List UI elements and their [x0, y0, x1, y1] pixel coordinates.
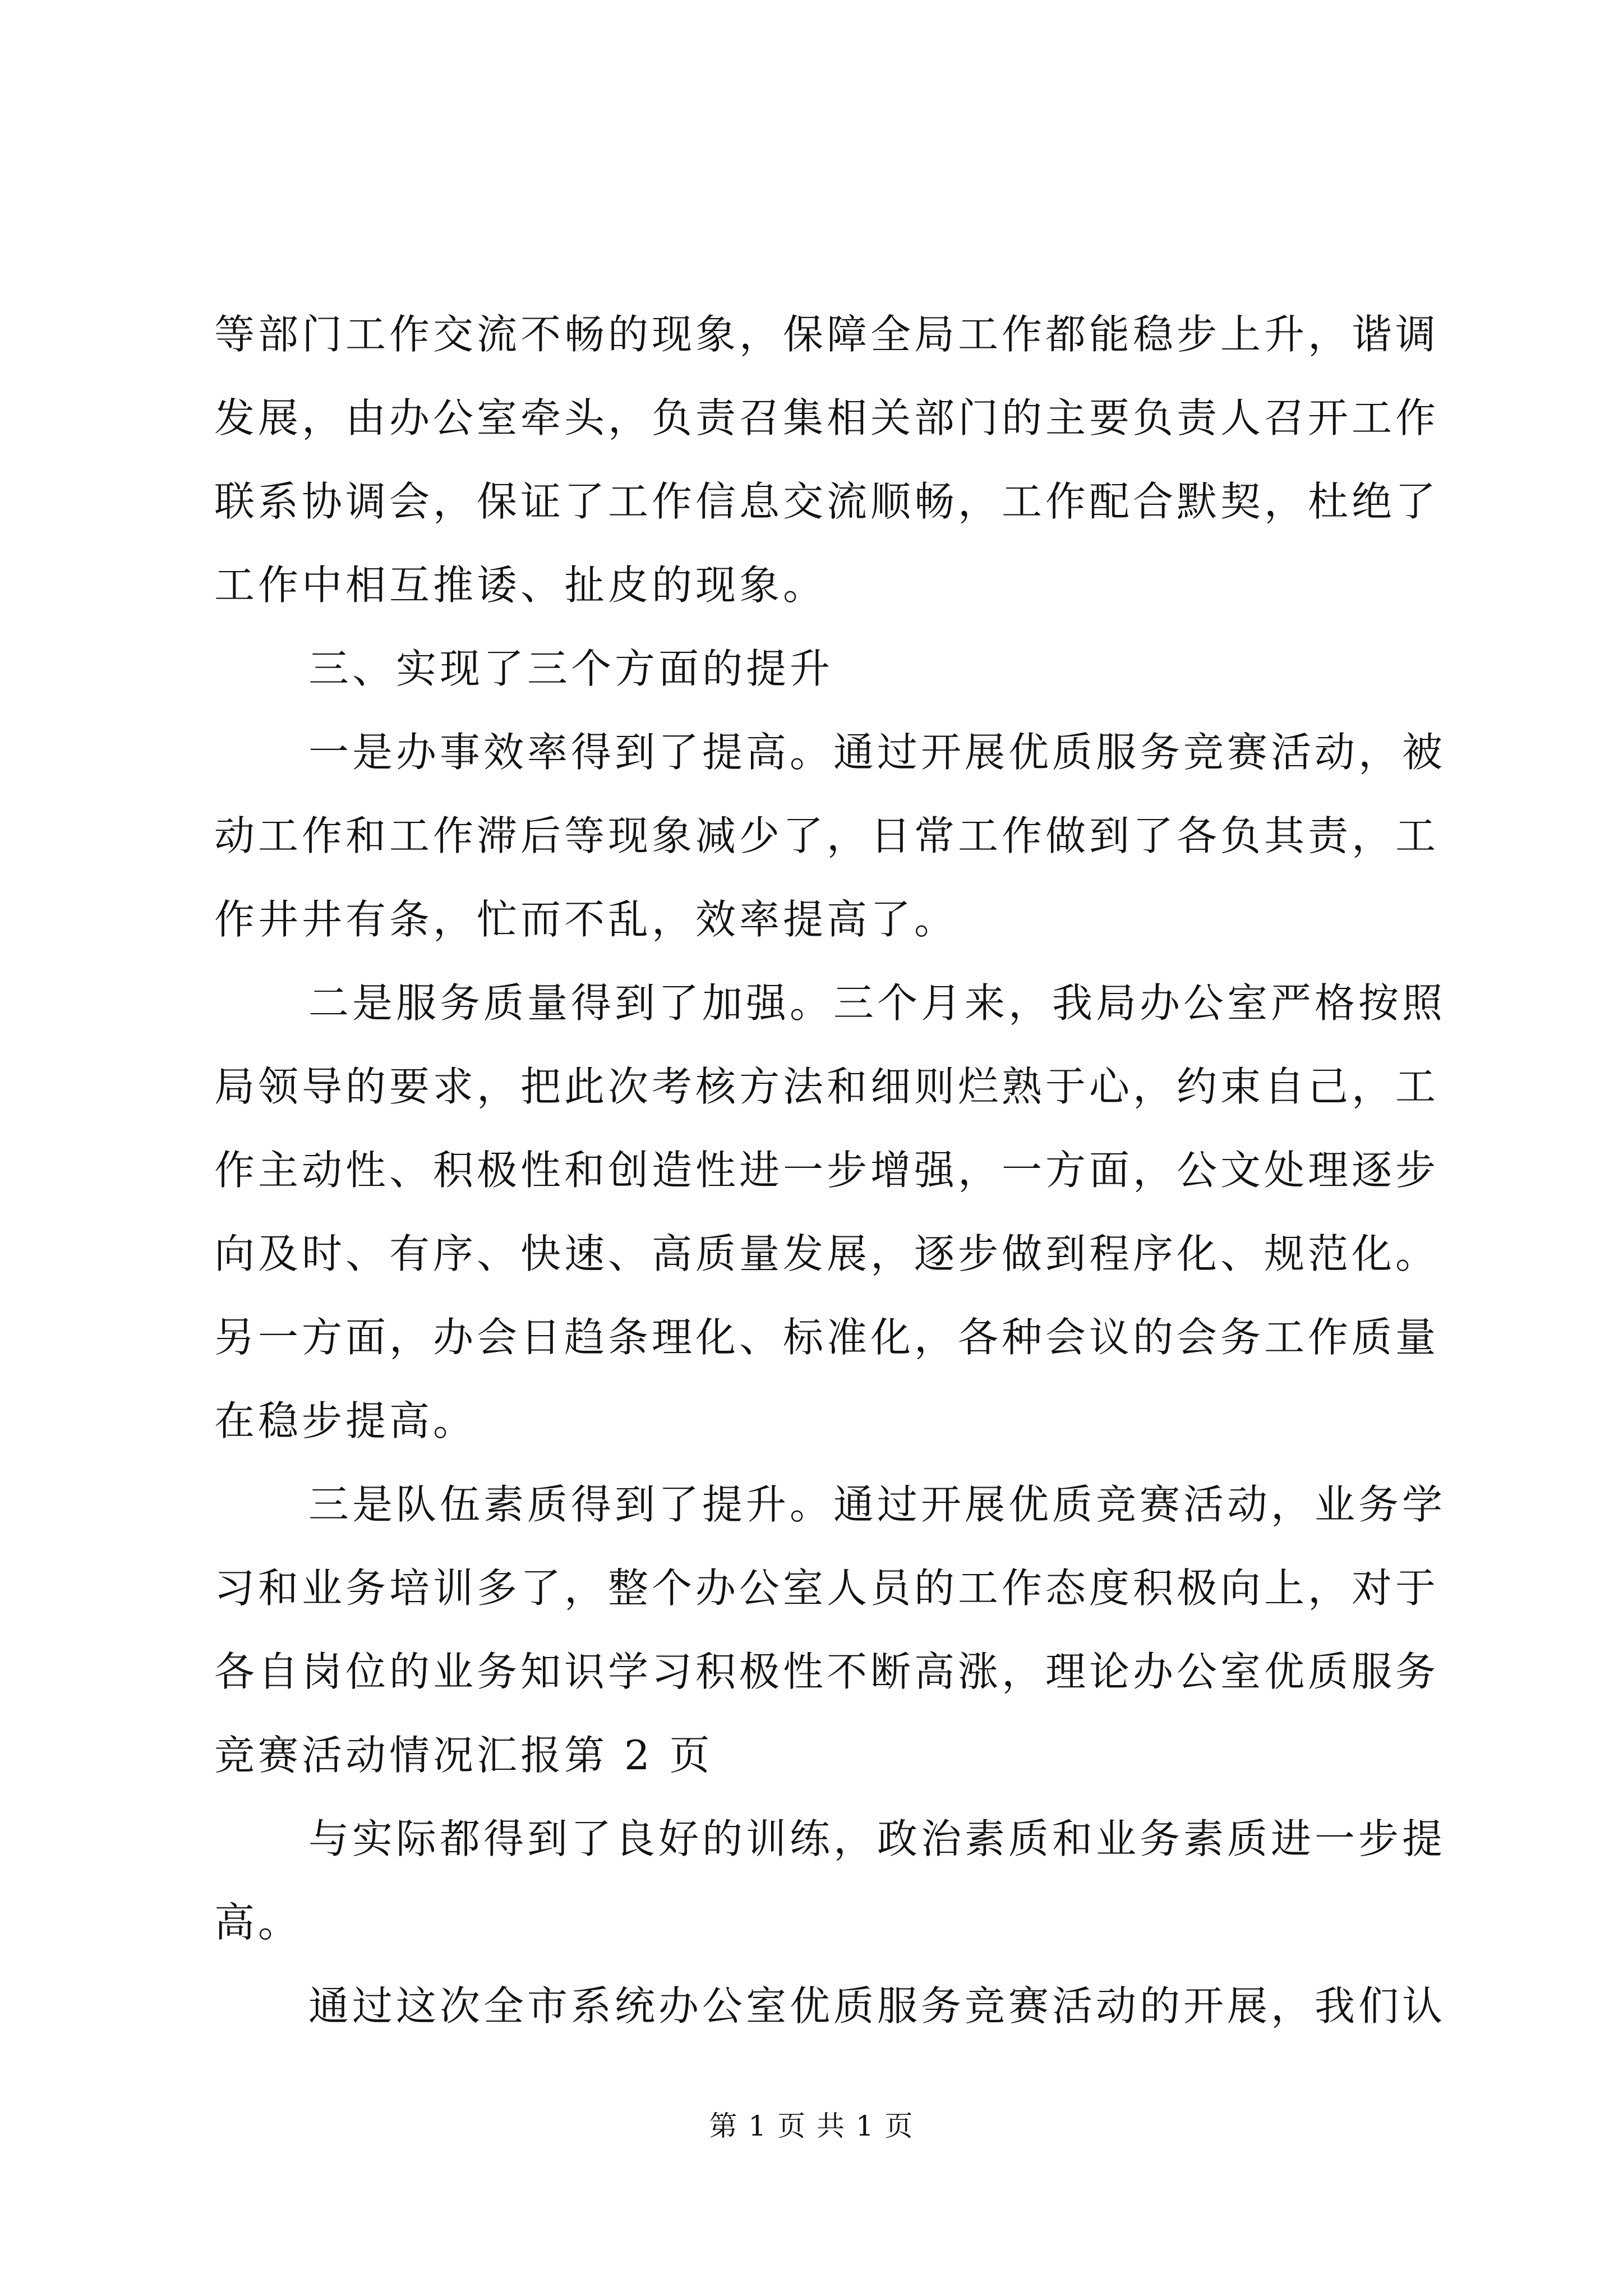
- text-line: 等部门工作交流不畅的现象，保障全局工作都能稳步上升，谐调: [214, 311, 1440, 358]
- text-line: 与实际都得到了良好的训练，政治素质和业务素质进一步提: [308, 1815, 1446, 1862]
- text-line: 在稳步提高。: [214, 1397, 477, 1444]
- document-body: [214, 293, 1446, 2048]
- text-line: 另一方面，办会日趋条理化、标准化，各种会议的会务工作质量: [214, 1314, 1440, 1361]
- text-line: 发展，由办公室牵头，负责召集相关部门的主要负责人召开工作: [214, 394, 1440, 441]
- text-line: 竞赛活动情况汇报第 2 页: [214, 1732, 713, 1779]
- page-footer: 第 1 页 共 1 页: [709, 2110, 914, 2142]
- text-line: 高。: [214, 1899, 302, 1946]
- text-line: 通过这次全市系统办公室优质服务竞赛活动的开展，我们认: [308, 1982, 1446, 2030]
- text-line: 三是队伍素质得到了提升。通过开展优质竞赛活动，业务学: [308, 1481, 1446, 1528]
- text-line: 工作中相互推诿、扯皮的现象。: [214, 562, 827, 609]
- text-line: 局领导的要求，把此次考核方法和细则烂熟于心，约束自己，工: [214, 1063, 1440, 1110]
- text-line: 一是办事效率得到了提高。通过开展优质服务竞赛活动，被: [308, 729, 1446, 776]
- section-heading: 三、实现了三个方面的提升: [308, 645, 834, 692]
- text-line: 习和业务培训多了，整个办公室人员的工作态度积极向上，对于: [214, 1565, 1440, 1612]
- text-line: 作主动性、积极性和创造性进一步增强，一方面，公文处理逐步: [214, 1147, 1440, 1194]
- text-line: 联系协调会，保证了工作信息交流顺畅，工作配合默契，杜绝了: [214, 478, 1440, 525]
- text-line: 向及时、有序、快速、高质量发展，逐步做到程序化、规范化。: [214, 1230, 1440, 1277]
- text-line: 二是服务质量得到了加强。三个月来，我局办公室严格按照: [308, 979, 1446, 1027]
- text-line: 作井井有条，忙而不乱，效率提高了。: [214, 896, 958, 943]
- text-line: 动工作和工作滞后等现象减少了，日常工作做到了各负其责，工: [214, 812, 1440, 859]
- text-line: 各自岗位的业务知识学习积极性不断高涨，理论办公室优质服务: [214, 1648, 1440, 1695]
